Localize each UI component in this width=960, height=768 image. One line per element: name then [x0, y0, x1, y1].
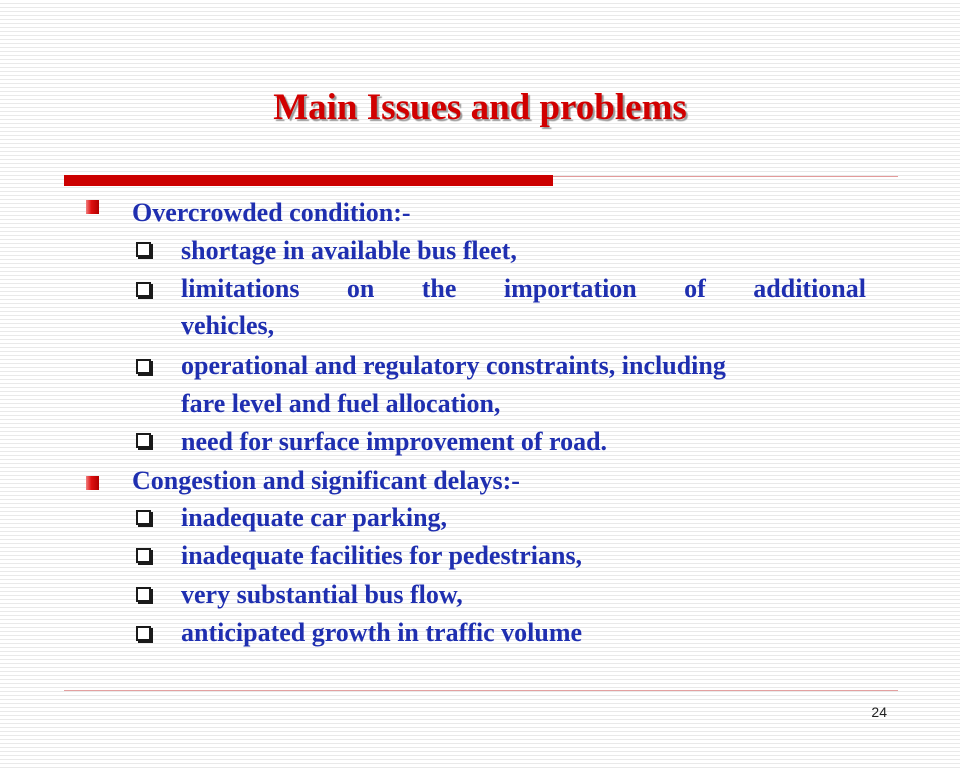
slide-title: Main Issues and problems [273, 87, 687, 128]
section-heading-overcrowded: Overcrowded condition:- [132, 198, 411, 227]
list-item: inadequate facilities for pedestrians, [181, 541, 583, 570]
page-number: 24 [871, 704, 887, 720]
checkbox-bullet-icon [136, 282, 151, 297]
list-item: operational and regulatory constraints, including [181, 351, 726, 380]
list-item: need for surface improvement of road. [181, 427, 608, 456]
red-bullet-icon [86, 200, 99, 214]
list-item: anticipated growth in traffic volume [181, 618, 583, 647]
checkbox-bullet-icon [136, 510, 151, 525]
list-item-continuation: fare level and fuel allocation, [181, 389, 501, 418]
footer-divider [64, 690, 898, 691]
checkbox-bullet-icon [136, 626, 151, 641]
list-item: very substantial bus flow, [181, 580, 463, 609]
checkbox-bullet-icon [136, 433, 151, 448]
list-item: shortage in available bus fleet, [181, 236, 517, 265]
section-heading-congestion: Congestion and significant delays:- [132, 466, 520, 495]
list-item: limitations on the importation of additional [181, 274, 866, 303]
checkbox-bullet-icon [136, 242, 151, 257]
checkbox-bullet-icon [136, 359, 151, 374]
checkbox-bullet-icon [136, 548, 151, 563]
list-item-continuation: vehicles, [181, 311, 275, 340]
red-bullet-icon [86, 476, 99, 490]
checkbox-bullet-icon [136, 587, 151, 602]
list-item: inadequate car parking, [181, 503, 448, 532]
